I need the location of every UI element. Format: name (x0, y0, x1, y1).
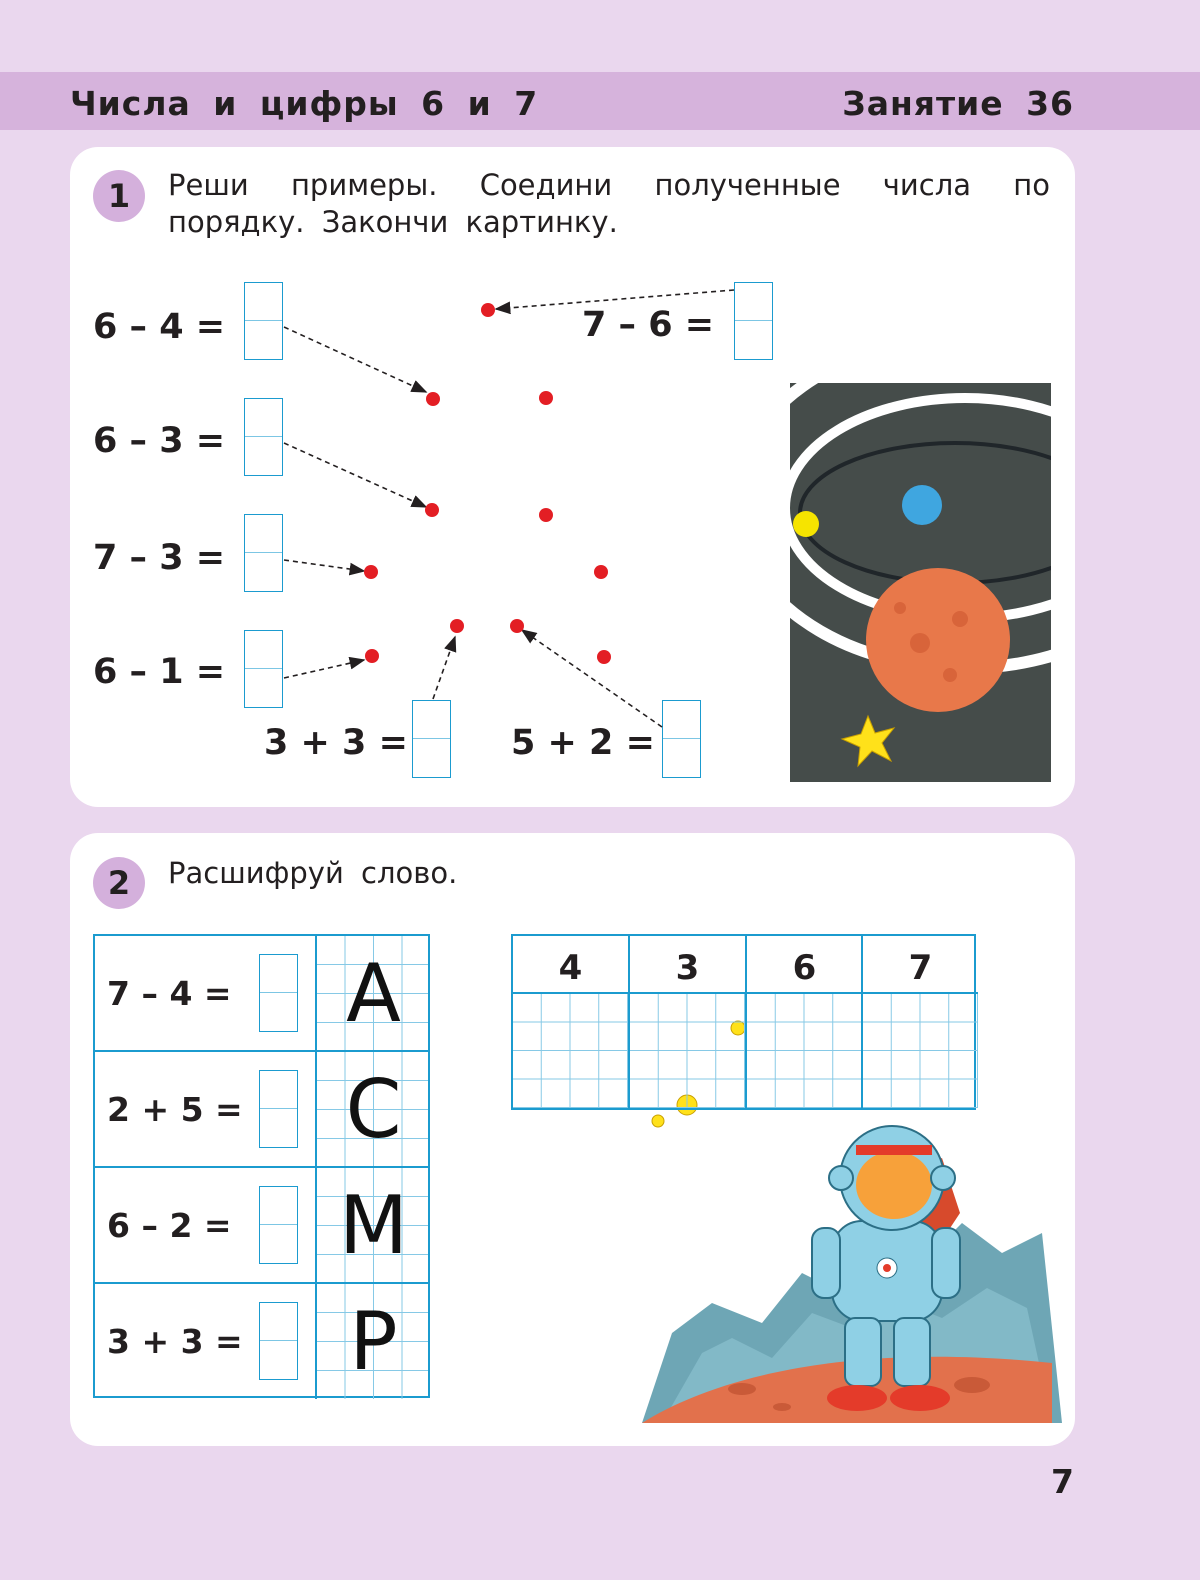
letter-cell (315, 1052, 428, 1167)
page-number: 7 (1051, 1462, 1074, 1501)
code-header: 6 (747, 936, 862, 994)
letter-m: М (338, 1179, 409, 1272)
dot (450, 619, 464, 633)
dot (510, 619, 524, 633)
equation-6-minus-1: 6 – 1 = (93, 652, 226, 692)
answer-box[interactable] (259, 1302, 298, 1380)
equation-5-plus-2: 5 + 2 = (511, 723, 655, 763)
dot (425, 503, 439, 517)
decode-equation: 7 – 4 = (107, 974, 232, 1013)
equation-3-plus-3: 3 + 3 = (264, 723, 408, 763)
code-answer-cell[interactable] (513, 994, 628, 1108)
decode-row (95, 936, 428, 1051)
task-1-card (70, 147, 1075, 807)
code-answer-cell[interactable] (747, 994, 862, 1108)
code-header: 4 (513, 936, 628, 994)
dot (365, 649, 379, 663)
decode-row (95, 1168, 428, 1283)
dot (594, 565, 608, 579)
dot (597, 650, 611, 664)
target-dots (364, 303, 611, 664)
answer-box[interactable] (259, 1070, 298, 1148)
mars-planet-icon (866, 568, 1010, 712)
code-header: 7 (863, 936, 978, 994)
dot (481, 303, 495, 317)
code-column (513, 936, 628, 1108)
code-column (747, 936, 862, 1108)
task-1-instruction: Реши примеры. Соедини полученные числа по порядку. Закончи картинку. (168, 168, 1050, 239)
yellow-planet-icon (793, 511, 819, 537)
dot (539, 508, 553, 522)
decode-table (93, 934, 430, 1398)
equation-6-minus-4: 6 – 4 = (93, 307, 226, 347)
letter-cell (315, 1168, 428, 1283)
blue-planet-icon (902, 485, 942, 525)
code-column (630, 936, 745, 1108)
decode-row (95, 1052, 428, 1167)
code-column (863, 936, 978, 1108)
decode-equation: 3 + 3 = (107, 1322, 243, 1361)
letter-cell (315, 1284, 428, 1399)
letter-cell (315, 936, 428, 1051)
dashed-arrows (284, 290, 734, 727)
decode-equation: 6 – 2 = (107, 1206, 232, 1245)
space-illustration (790, 383, 1051, 782)
equation-7-minus-6: 7 – 6 = (582, 305, 715, 345)
dot (364, 565, 378, 579)
decode-row (95, 1284, 428, 1399)
letter-a: А (346, 947, 401, 1040)
task-2-instruction: Расшифруй слово. (168, 856, 458, 890)
code-answer-cell[interactable] (863, 994, 978, 1108)
page-title: Числа и цифры 6 и 7 (70, 84, 539, 123)
answer-box[interactable] (259, 1186, 298, 1264)
equation-7-minus-3: 7 – 3 = (93, 538, 226, 578)
code-answer-cell[interactable] (630, 994, 745, 1108)
task-2-badge: 2 (93, 857, 145, 909)
lesson-label: Занятие 36 (842, 84, 1074, 123)
dot (539, 391, 553, 405)
code-header: 3 (630, 936, 745, 994)
letter-r: Р (349, 1295, 398, 1388)
equation-6-minus-3: 6 – 3 = (93, 421, 226, 461)
answer-code-table (511, 934, 976, 1110)
letter-s: С (345, 1063, 402, 1156)
decode-equation: 2 + 5 = (107, 1090, 243, 1129)
dot (426, 392, 440, 406)
answer-box[interactable] (259, 954, 298, 1032)
task-1-badge: 1 (93, 170, 145, 222)
